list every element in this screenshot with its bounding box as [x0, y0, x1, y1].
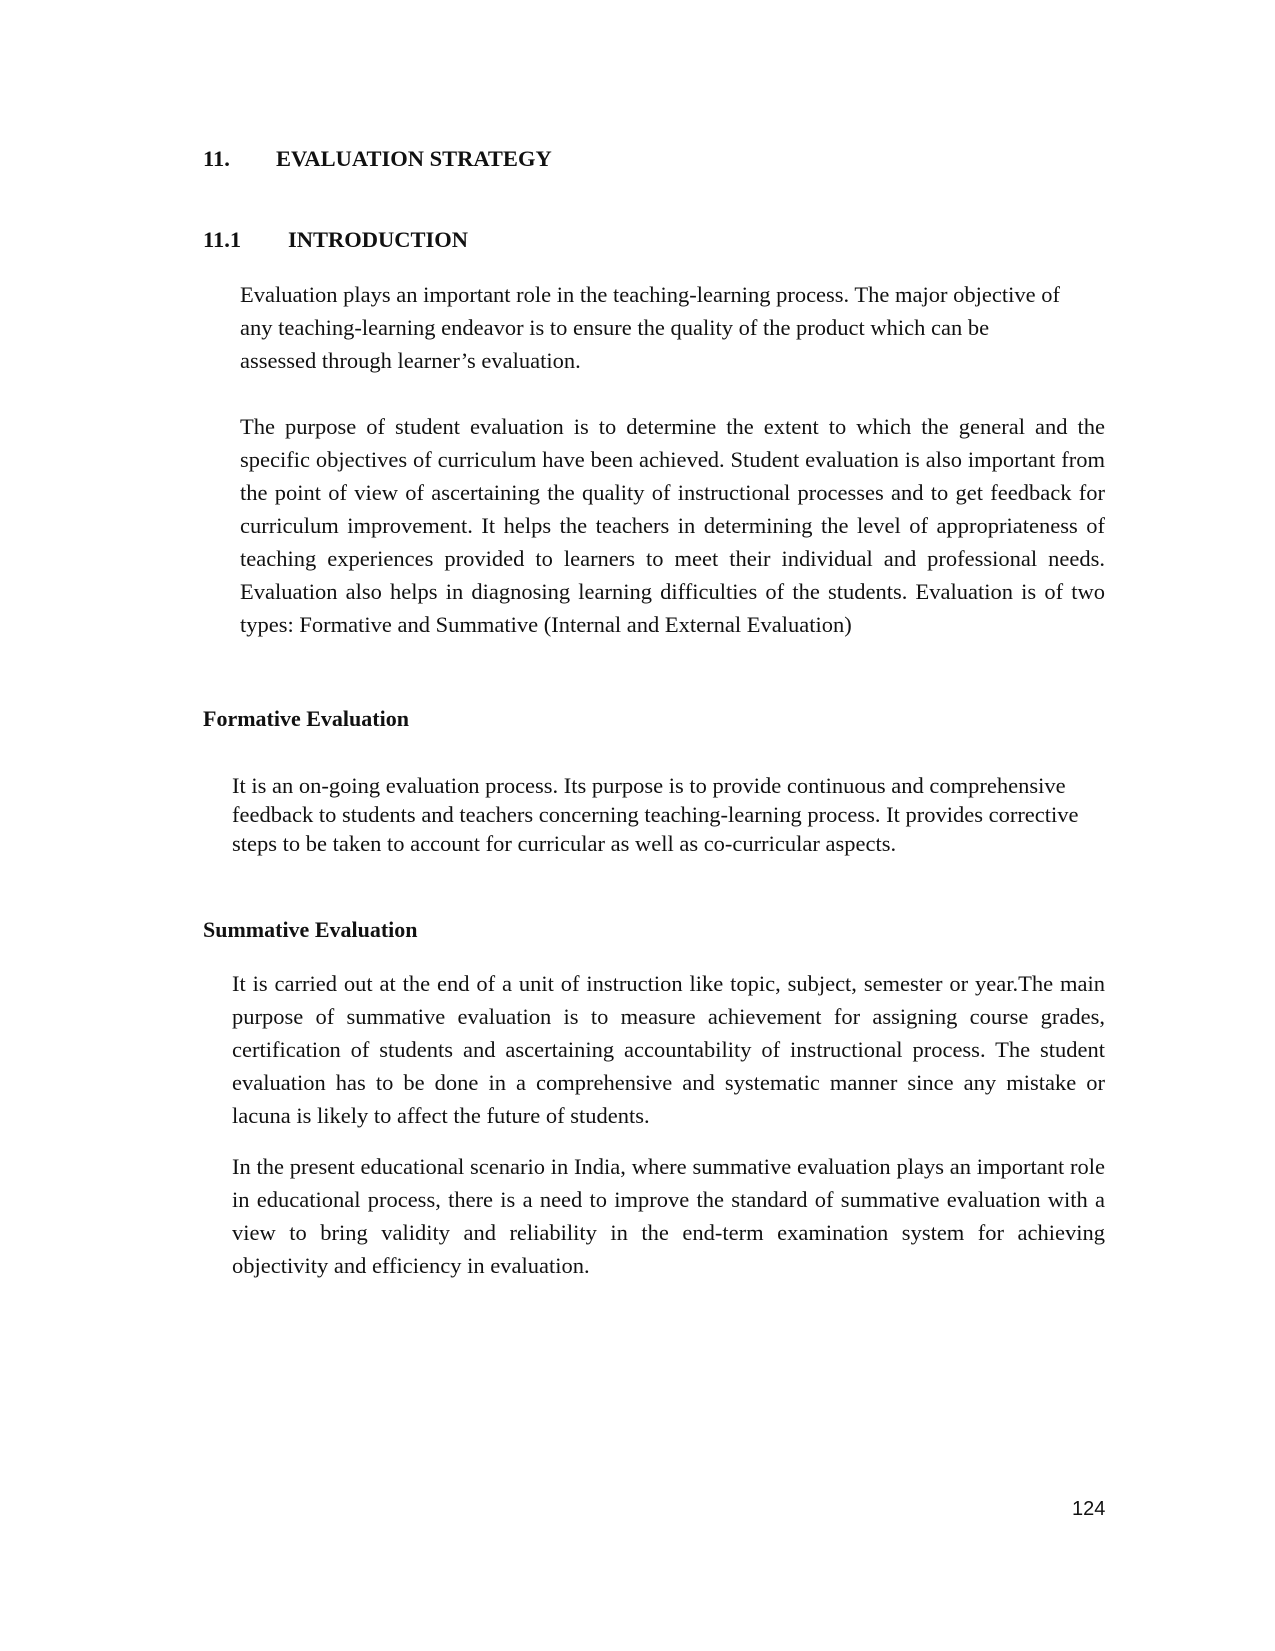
intro-paragraph: Evaluation plays an important role in the teaching-learning process. The major objective of any teaching-learning endeavor is to ensure the quality of the product which can be assessed through learner’s evaluation.	[240, 282, 1060, 373]
subsection-number: 11.1	[203, 227, 242, 252]
formative-evaluation-paragraph: It is an on-going evaluation process. Its purpose is to provide continuous and comprehensive feedback to students and teachers concerning teaching-learning process. It provides corrective steps to be taken to account for curricular as well as co-curricular aspects.	[232, 773, 1079, 856]
summative-paragraph-1: It is carried out at the end of a unit of instruction like topic, subject, semester or year.The main purpose of summative evaluation is to measure achievement for assigning course grades, certification of students and ascertaining accountability of instructional process. The student evaluation has to be done in a comprehensive and systematic manner since any mistake or lacuna is likely to affect the future of students.	[232, 971, 1105, 1128]
section-number: 11.	[203, 146, 230, 171]
section-title: EVALUATION STRATEGY	[276, 146, 552, 171]
subsection-heading	[203, 226, 468, 254]
subsection-title: INTRODUCTION	[288, 227, 469, 252]
summative-evaluation-heading: Summative Evaluation	[203, 917, 418, 942]
section-heading	[203, 145, 552, 173]
summative-paragraph-2: In the present educational scenario in India, where summative evaluation plays an important role in educational process, there is a need to improve the standard of summative evaluation with a view to bring validity and reliability in the end-term examination system for achieving objectivity and efficiency in evaluation.	[232, 1154, 1105, 1278]
page-number: 124	[1072, 1498, 1106, 1520]
purpose-paragraph: The purpose of student evaluation is to determine the extent to which the general and the specific objectives of curriculum have been achieved. Student evaluation is also important from the point of view of ascertaining the quality of instructional processes and to get feedback for curriculum improvement. It helps the teachers in determining the level of appropriateness of teaching experiences provided to learners to meet their individual and professional needs. Evaluation also helps in diagnosing learning difficulties of the students. Evaluation is of two types: Formative and Summative (Internal and External Evaluation)	[240, 414, 1105, 637]
formative-evaluation-heading: Formative Evaluation	[203, 706, 409, 731]
